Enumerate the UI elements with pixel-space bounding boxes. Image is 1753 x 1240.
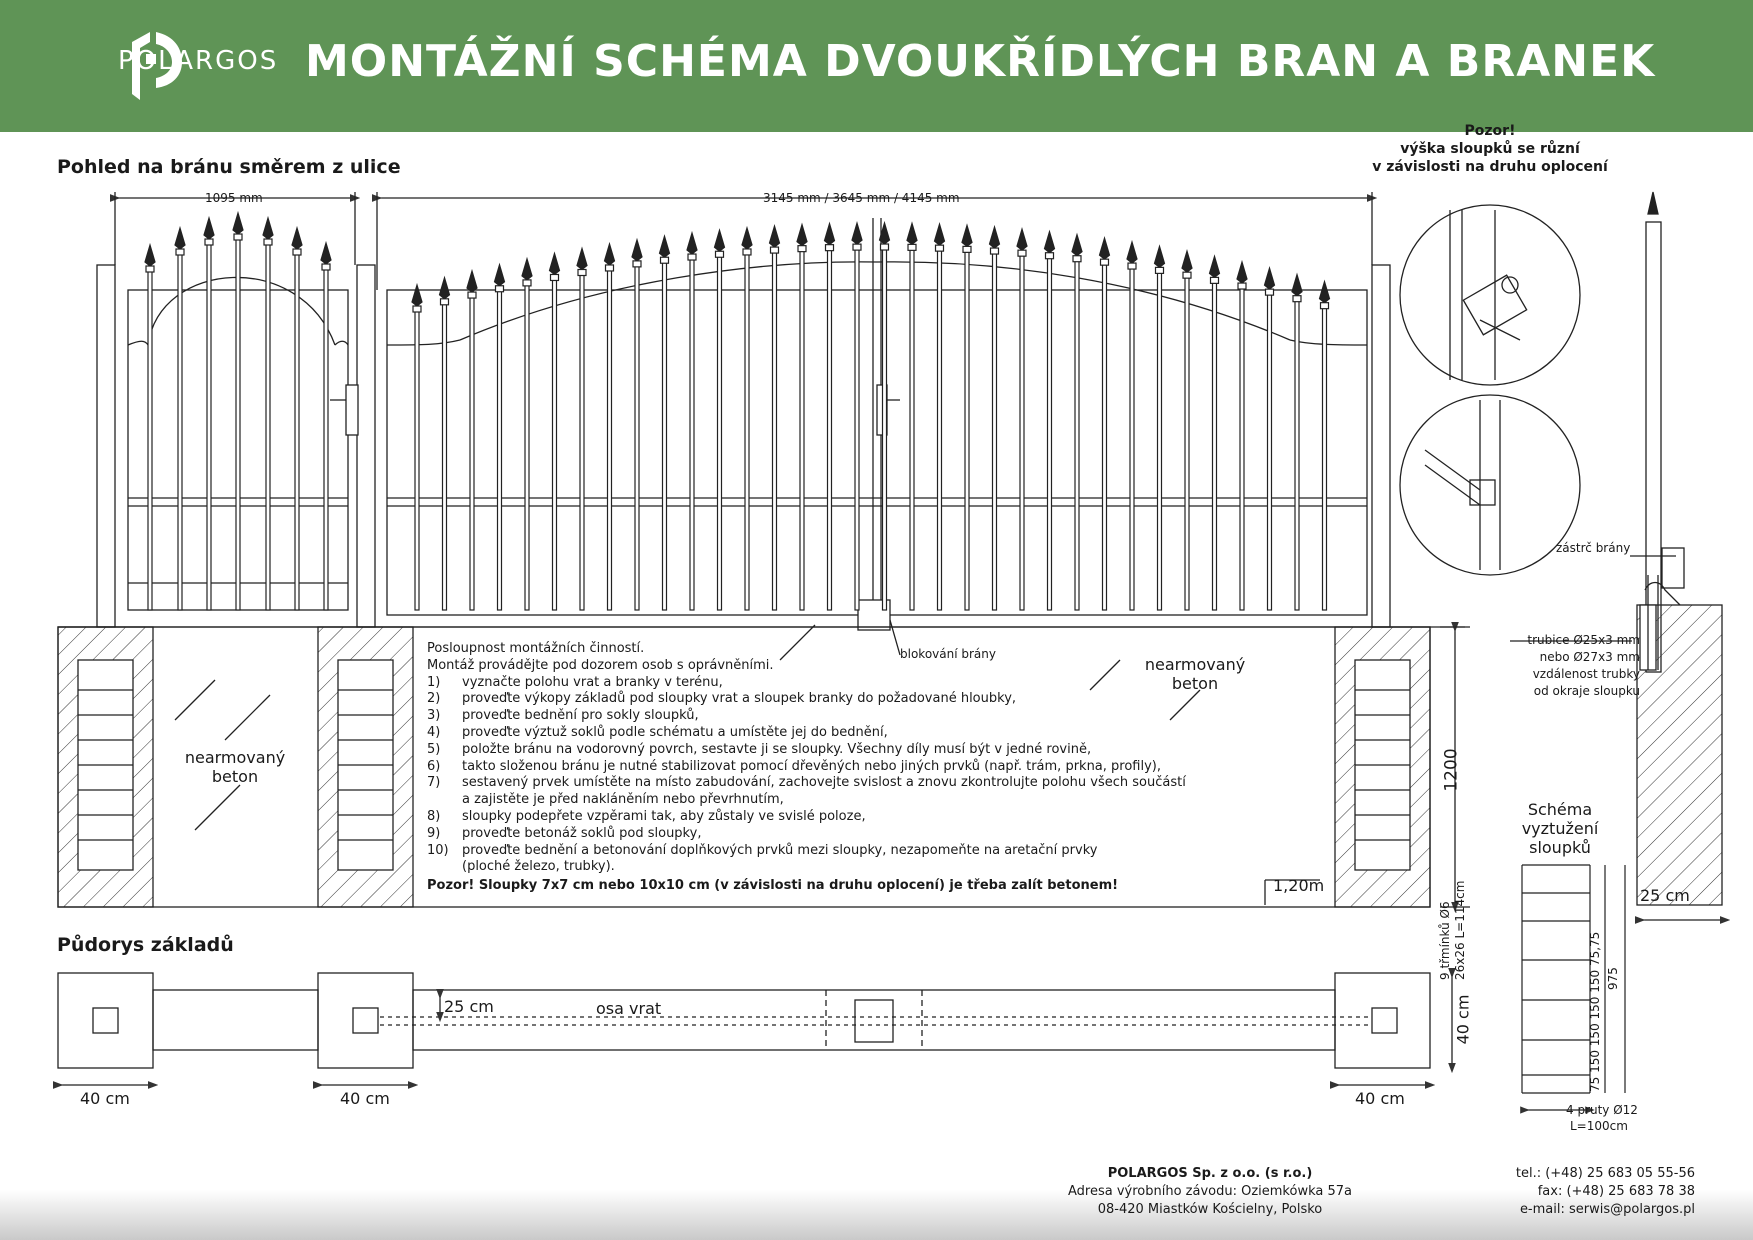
step-item: [427, 792, 1267, 809]
picket-spike: [825, 224, 835, 245]
dimension-plan-middle: 40 cm: [340, 1089, 390, 1108]
stirrups-line: 9 třmínků Ø6: [1438, 901, 1452, 980]
picket-spike: [440, 278, 450, 299]
picket: [690, 258, 694, 610]
reinforcement-title: [1505, 800, 1615, 857]
picket-collar: [826, 245, 834, 251]
step-text: sestavený prvek umístěte na místo zabudování, zachovejte svislost a znovu zkontrolujte polohu všech součástí: [462, 775, 1186, 791]
reinforcement-title-line: vyztužení: [1521, 819, 1599, 838]
picket-collar: [1046, 253, 1054, 259]
footer-contact: [1470, 1165, 1695, 1219]
step-item: [427, 725, 1267, 742]
picket: [800, 250, 804, 610]
picket-collar: [1183, 272, 1191, 278]
picket-collar: [1018, 250, 1026, 256]
wicket-pickets: [145, 213, 331, 610]
picket: [828, 249, 832, 610]
label-gate-latch: zástrč brány: [1556, 541, 1631, 555]
picket-spike: [522, 259, 532, 280]
picket: [663, 261, 667, 610]
step-text: sloupky podepřete vzpěrami tak, aby zůstaly ve svislé poloze,: [462, 808, 866, 824]
picket-collar: [578, 269, 586, 275]
picket-spike: [715, 230, 725, 251]
picket-spike: [263, 218, 273, 239]
picket-spike: [962, 225, 972, 246]
picket: [938, 249, 942, 610]
picket: [883, 248, 887, 610]
stirrups-note: [1438, 881, 1468, 980]
footer-tel: tel.: (+48) 25 683 05 55-56: [1515, 1166, 1695, 1181]
picket-spike: [204, 218, 214, 239]
picket-spike: [907, 223, 917, 244]
steps-intro: Montáž provádějte pod dozorem osob s oprávněními.: [427, 657, 774, 673]
picket-collar: [1321, 303, 1329, 309]
dimension-plan-left: 40 cm: [80, 1089, 130, 1108]
footer-fax: fax: (+48) 25 683 78 38: [1537, 1184, 1695, 1199]
picket-collar: [205, 239, 213, 245]
step-number: 5): [427, 741, 441, 757]
picket-collar: [523, 280, 531, 286]
picket: [855, 248, 859, 610]
step-item: [427, 708, 1267, 725]
picket: [965, 250, 969, 610]
step-item: [427, 775, 1267, 792]
reinforcement-bars-length: L=100cm: [1570, 1119, 1628, 1133]
step-number: 10): [427, 842, 449, 858]
tube-line: vzdálenost trubky: [1532, 667, 1640, 681]
picket-collar: [661, 257, 669, 263]
picket-collar: [716, 251, 724, 257]
foundation-plan: [58, 973, 1452, 1085]
picket-spike: [1320, 282, 1330, 303]
picket-spike: [412, 285, 422, 306]
picket-collar: [1073, 256, 1081, 262]
step-text: proveďte výztuž soklů podle schématu a umístěte jej do bednění,: [462, 724, 888, 740]
picket: [1158, 271, 1162, 610]
footer-email[interactable]: e-mail: serwis@polargos.pl: [1519, 1202, 1695, 1217]
picket-spike: [1210, 256, 1220, 277]
picket-spike: [1100, 238, 1110, 259]
picket-spike: [1265, 268, 1275, 289]
step-number: 7): [427, 775, 441, 791]
step-number: 1): [427, 674, 441, 690]
picket: [470, 296, 474, 610]
reinforcement-title-line: Schéma: [1527, 800, 1593, 819]
step-number: [427, 859, 462, 876]
picket-spike: [742, 228, 752, 249]
footer-address-line: 08-420 Miastków Kościelny, Polsko: [1097, 1202, 1323, 1217]
picket-spike: [632, 240, 642, 261]
picket: [1295, 300, 1299, 610]
step-item: [427, 675, 1267, 692]
picket: [207, 243, 211, 610]
picket: [236, 238, 240, 610]
picket-collar: [853, 244, 861, 250]
picket-spike: [495, 265, 505, 286]
picket-collar: [1101, 259, 1109, 265]
picket: [718, 255, 722, 610]
picket-spike: [1155, 246, 1165, 267]
picket: [910, 248, 914, 610]
step-text: proveďte bednění a betonování doplňkových prvků mezi sloupky, nezapomeňte na aretační prvky: [462, 842, 1098, 858]
step-text: položte bránu na vodorovný povrch, sestavte ji se sloupky. Všechny díly musí být v jedné rovině,: [462, 741, 1092, 757]
step-text: vyznačte polohu vrat a branky v terénu,: [462, 674, 723, 690]
picket-collar: [606, 265, 614, 271]
picket: [266, 243, 270, 610]
picket-collar: [551, 274, 559, 280]
picket-spike: [233, 213, 243, 234]
picket-spike: [550, 253, 560, 274]
step-item: [427, 809, 1267, 826]
picket-collar: [633, 261, 641, 267]
page-title: MONTÁŽNÍ SCHÉMA DVOUKŘÍDLÝCH BRAN A BRANEK: [305, 36, 1656, 87]
reinforcement-bars: 4 pruty Ø12: [1566, 1103, 1638, 1117]
picket: [148, 270, 152, 610]
step-item: [427, 759, 1267, 776]
step-text: proveďte betonáž soklů pod sloupky,: [462, 825, 702, 841]
picket-collar: [881, 244, 889, 250]
footer-address: [1060, 1165, 1360, 1219]
tube-line: nebo Ø27x3 mm: [1539, 650, 1640, 664]
picket-collar: [908, 244, 916, 250]
front-view-heading: Pohled na bránu směrem z ulice: [57, 156, 401, 178]
brand-name: POLARGOS: [118, 46, 279, 76]
picket-collar: [771, 247, 779, 253]
step-item: [427, 843, 1267, 860]
picket-spike: [1072, 235, 1082, 256]
picket-spike: [321, 243, 331, 264]
reinforcement-total: 975: [1606, 967, 1620, 990]
concrete-line: nearmovaný: [184, 748, 286, 767]
picket-collar: [1211, 277, 1219, 283]
picket: [498, 290, 502, 610]
picket: [1130, 267, 1134, 610]
picket-collar: [1238, 283, 1246, 289]
picket: [580, 273, 584, 610]
step-number: 2): [427, 691, 441, 707]
hinge-detail: [1400, 205, 1580, 575]
picket-spike: [175, 228, 185, 249]
picket-collar: [234, 234, 242, 240]
picket: [1185, 276, 1189, 610]
picket-collar: [1266, 289, 1274, 295]
step-number: 9): [427, 825, 441, 841]
dimension-level: 1,20m: [1273, 876, 1325, 895]
stirrups-line: 26x26 L=114cm: [1453, 880, 1467, 980]
step-number: 4): [427, 724, 441, 740]
steps-intro: Posloupnost montážních činností.: [427, 641, 645, 656]
picket-collar: [1293, 296, 1301, 302]
picket-spike: [1127, 242, 1137, 263]
steps-warning: Pozor! Sloupky 7x7 cm nebo 10x10 cm (v závislosti na druhu oplocení) je třeba zalít betonem!: [427, 878, 1119, 894]
picket: [553, 278, 557, 610]
step-number: [427, 792, 462, 809]
concrete-line: nearmovaný: [1144, 655, 1246, 674]
picket: [745, 253, 749, 610]
picket-collar: [264, 239, 272, 245]
concrete-line: beton: [1171, 674, 1219, 693]
picket: [1323, 307, 1327, 610]
step-number: 3): [427, 708, 441, 724]
note-line: v závislosti na druhu oplocení: [1372, 159, 1608, 175]
picket-spike: [1292, 275, 1302, 296]
picket-spike: [1017, 229, 1027, 250]
reinforcement-title-line: sloupků: [1529, 838, 1591, 857]
step-list: [427, 675, 1267, 877]
step-item: [427, 691, 1267, 708]
picket: [773, 251, 777, 610]
dimension-wicket-width: 1095 mm: [205, 191, 263, 205]
label-gate-axis: osa vrat: [596, 999, 662, 1018]
picket: [1048, 257, 1052, 610]
picket: [1020, 254, 1024, 610]
step-item: [427, 826, 1267, 843]
picket-spike: [292, 228, 302, 249]
picket-collar: [413, 306, 421, 312]
assembly-steps: [427, 641, 1267, 895]
picket-spike: [797, 225, 807, 246]
picket: [525, 284, 529, 610]
gate-pickets: [412, 223, 1330, 610]
picket-spike: [145, 245, 155, 266]
dimension-plan-height: 40 cm: [1453, 994, 1473, 1045]
picket-spike: [687, 233, 697, 254]
label-gate-lock: blokování brány: [900, 647, 996, 661]
note-line: výška sloupků se různí: [1400, 141, 1580, 157]
picket: [1103, 263, 1107, 610]
picket: [295, 253, 299, 610]
picket-collar: [146, 266, 154, 272]
picket-collar: [1156, 267, 1164, 273]
picket-spike: [467, 271, 477, 292]
plan-view-heading: Půdorys základů: [57, 934, 234, 956]
picket-collar: [441, 299, 449, 305]
footer-company: POLARGOS Sp. z o.o. (s r.o.): [1107, 1166, 1313, 1181]
dimension-plan-right: 40 cm: [1355, 1089, 1405, 1108]
picket-collar: [176, 249, 184, 255]
picket-collar: [991, 248, 999, 254]
step-item: [427, 742, 1267, 759]
picket-spike: [660, 236, 670, 257]
step-text: a zajistěte je před nakláněním nebo převrhnutím,: [462, 792, 784, 808]
picket-spike: [935, 224, 945, 245]
picket-spike: [1045, 232, 1055, 253]
picket-collar: [688, 254, 696, 260]
post-height-note: [1345, 122, 1635, 176]
tube-line: trubice Ø25x3 mm: [1527, 633, 1640, 647]
picket-collar: [963, 246, 971, 252]
dimension-offset: 25 cm: [444, 997, 494, 1016]
note-line: Pozor!: [1464, 123, 1516, 139]
picket-collar: [743, 249, 751, 255]
picket-spike: [852, 223, 862, 244]
picket: [1268, 293, 1272, 610]
step-text: takto složenou bránu je nutné stabilizovat pomocí dřevěných nebo jiných prvků (např. trám, prkna, profily),: [462, 758, 1161, 774]
picket-collar: [496, 286, 504, 292]
dimension-gate-width: 3145 mm / 3645 mm / 4145 mm: [763, 191, 960, 205]
step-item: [427, 859, 1267, 876]
picket-spike: [1237, 262, 1247, 283]
step-text: (ploché železo, trubky).: [462, 859, 615, 875]
picket: [1075, 260, 1079, 610]
concrete-line: beton: [211, 767, 259, 786]
stirrup-spacing: 75 150 150 150 150 75,75: [1588, 931, 1602, 1092]
gate-front-view: [97, 192, 1390, 655]
tube-line: od okraje sloupku: [1533, 684, 1640, 698]
picket: [178, 253, 182, 610]
step-number: 8): [427, 808, 441, 824]
picket: [993, 252, 997, 610]
footer-address-line: Adresa výrobního závodu: Oziemkówka 57a: [1067, 1184, 1352, 1199]
picket-collar: [936, 245, 944, 251]
picket: [608, 269, 612, 610]
picket-spike: [577, 248, 587, 269]
picket-spike: [770, 226, 780, 247]
picket-collar: [468, 292, 476, 298]
step-text: proveďte výkopy základů pod sloupky vrat a sloupek branky do požadované hloubky,: [462, 691, 1017, 707]
dimension-post-width: 25 cm: [1640, 886, 1690, 905]
picket: [1213, 281, 1217, 610]
step-text: proveďte bednění pro sokly sloupků,: [462, 708, 699, 724]
picket-collar: [322, 264, 330, 270]
picket-collar: [293, 249, 301, 255]
label-concrete-left: [180, 748, 290, 786]
picket-collar: [798, 246, 806, 252]
picket-collar: [1128, 263, 1136, 269]
picket-spike: [990, 227, 1000, 248]
tube-note: [1510, 632, 1640, 700]
picket: [635, 265, 639, 610]
picket: [443, 303, 447, 610]
picket: [415, 310, 419, 610]
picket: [324, 268, 328, 610]
picket-spike: [1182, 251, 1192, 272]
picket: [1240, 287, 1244, 610]
picket-spike: [605, 244, 615, 265]
dimension-foundation-depth: 1200: [1441, 748, 1462, 792]
step-number: 6): [427, 758, 441, 774]
